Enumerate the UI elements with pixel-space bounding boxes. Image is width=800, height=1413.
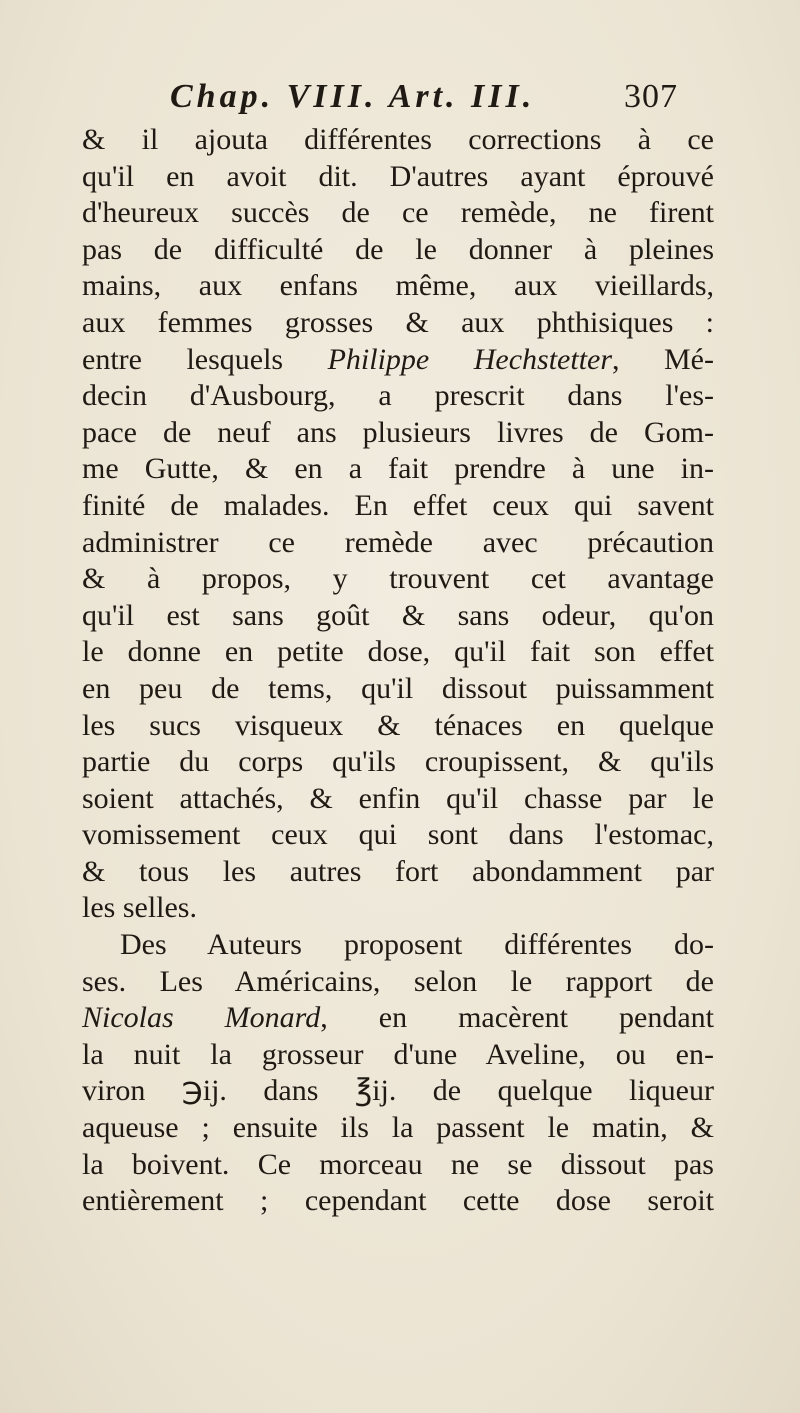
text-line <box>82 598 714 635</box>
text-line <box>82 561 714 598</box>
body-text <box>82 122 714 1220</box>
text-segment: me Gutte, & en a fait prendre à une in- <box>82 452 714 486</box>
text-segment: entièrement ; cependant cette dose seroit <box>82 1184 714 1218</box>
text-segment: viron ℈ij. dans ℥ij. de quelque liqueur <box>82 1074 714 1108</box>
text-line <box>82 1073 714 1110</box>
text-line <box>82 1147 714 1184</box>
text-line <box>82 1037 714 1074</box>
text-segment: & à propos, y trouvent cet avantage <box>82 562 714 596</box>
text-segment: Des Auteurs proposent différentes do- <box>120 928 714 962</box>
text-segment: pas de difficulté de le donner à pleines <box>82 232 714 266</box>
text-line <box>82 781 714 818</box>
text-segment: la boivent. Ce morceau ne se dissout pas <box>82 1147 714 1181</box>
text-segment: qu'il en avoit dit. D'autres ayant éprouvé <box>82 159 714 193</box>
text-segment: d'heureux succès de ce remède, ne firent <box>82 196 714 230</box>
text-segment: qu'il est sans goût & sans odeur, qu'on <box>82 598 714 632</box>
text-segment: les sucs visqueux & ténaces en quelque <box>82 708 714 742</box>
text-segment: mains, aux enfans même, aux vieillards, <box>82 269 714 303</box>
text-segment: & tous les autres fort abondamment par <box>82 854 714 888</box>
text-line <box>82 817 714 854</box>
text-segment: , Mé- <box>612 342 714 376</box>
text-line <box>82 159 714 196</box>
text-segment: , en macèrent pendant <box>320 1001 714 1035</box>
text-line <box>82 671 714 708</box>
text-segment: le donne en petite dose, qu'il fait son effet <box>82 635 714 669</box>
text-segment: la nuit la grosseur d'une Aveline, ou en- <box>82 1037 714 1071</box>
text-line <box>82 964 714 1001</box>
text-segment: vomissement ceux qui sont dans l'estomac, <box>82 818 714 852</box>
text-line <box>82 451 714 488</box>
text-line <box>82 342 714 379</box>
text-line <box>82 927 714 964</box>
text-line <box>82 305 714 342</box>
text-segment: les selles. <box>82 891 197 925</box>
text-segment: soient attachés, & enfin qu'il chasse par le <box>82 781 714 815</box>
text-segment: ses. Les Américains, selon le rapport de <box>82 964 714 998</box>
text-line <box>82 195 714 232</box>
text-segment: decin d'Ausbourg, a prescrit dans l'es- <box>82 379 714 413</box>
text-segment: administrer ce remède avec précaution <box>82 525 714 559</box>
text-line <box>82 708 714 745</box>
text-segment: pace de neuf ans plusieurs livres de Gom- <box>82 415 714 449</box>
text-line <box>82 268 714 305</box>
text-line <box>82 488 714 525</box>
text-line <box>82 890 714 927</box>
text-line <box>82 525 714 562</box>
text-segment: & il ajouta différentes corrections à ce <box>82 123 714 156</box>
text-segment: aqueuse ; ensuite ils la passent le matin, & <box>82 1111 714 1145</box>
text-line <box>82 378 714 415</box>
text-segment: en peu de tems, qu'il dissout puissamment <box>82 671 714 705</box>
text-line <box>82 634 714 671</box>
italic-name: Nicolas Monard <box>82 1001 321 1035</box>
text-line <box>82 415 714 452</box>
text-line <box>82 854 714 891</box>
text-line <box>82 1183 714 1220</box>
text-line <box>82 1110 714 1147</box>
text-segment: finité de malades. En effet ceux qui savent <box>82 488 714 522</box>
text-segment: aux femmes grosses & aux phthisiques : <box>82 305 714 339</box>
text-line <box>82 1000 714 1037</box>
page-header <box>170 78 690 122</box>
text-line <box>82 122 714 159</box>
text-segment: entre lesquels <box>82 342 328 376</box>
text-line <box>82 232 714 269</box>
text-line <box>82 744 714 781</box>
text-segment: partie du corps qu'ils croupissent, & qu'ils <box>82 745 714 779</box>
running-head: Chap. VIII. Art. III. <box>170 78 536 115</box>
italic-name: Philippe Hechstetter <box>327 342 613 376</box>
page-number: 307 <box>624 78 678 115</box>
